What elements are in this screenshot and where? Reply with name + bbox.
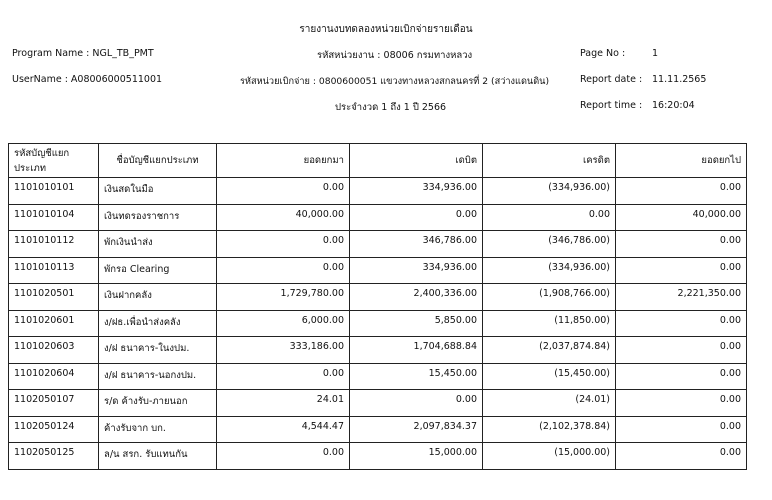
account-name-cell: เงินฝากคลัง xyxy=(99,284,217,311)
debit-cell: 2,097,834.37 xyxy=(350,416,483,443)
disbursing-unit-line: รหัสหน่วยเบิกจ่าย : 0800600051 แขวงทางหลวงสกลนครที่ 2 (สว่างแดนดิน) xyxy=(240,76,550,87)
report-date-label: Report date : xyxy=(580,74,643,85)
account-code-cell: 1102050107 xyxy=(9,390,99,417)
header-account-code: รหัสบัญชีแยกประเภท xyxy=(9,144,99,178)
credit-cell: (15,450.00) xyxy=(483,363,616,390)
closing-balance-cell: 0.00 xyxy=(616,310,747,337)
account-name-cell: พักเงินนำส่ง xyxy=(99,231,217,258)
credit-cell: (11,850.00) xyxy=(483,310,616,337)
report-time-label: Report time : xyxy=(580,100,643,111)
period-line: ประจำงวด 1 ถึง 1 ปี 2566 xyxy=(335,102,447,113)
account-name-cell: ค้างรับจาก บก. xyxy=(99,416,217,443)
table-row xyxy=(9,204,747,231)
header-account-name: ชื่อบัญชีแยกประเภท xyxy=(99,144,217,178)
opening-balance-cell: 0.00 xyxy=(217,231,350,258)
opening-balance-cell: 0.00 xyxy=(217,443,350,470)
table-row xyxy=(9,416,747,443)
opening-balance-cell: 0.00 xyxy=(217,363,350,390)
debit-cell: 0.00 xyxy=(350,204,483,231)
account-name-cell: เงินทดรองราชการ xyxy=(99,204,217,231)
closing-balance-cell: 0.00 xyxy=(616,390,747,417)
opening-balance-cell: 24.01 xyxy=(217,390,350,417)
table-row xyxy=(9,178,747,205)
debit-cell: 334,936.00 xyxy=(350,257,483,284)
credit-cell: 0.00 xyxy=(483,204,616,231)
opening-balance-cell: 0.00 xyxy=(217,178,350,205)
account-code-cell: 1101020601 xyxy=(9,310,99,337)
header-credit: เครดิต xyxy=(483,144,616,178)
table-row xyxy=(9,337,747,364)
debit-cell: 346,786.00 xyxy=(350,231,483,258)
credit-cell: (15,000.00) xyxy=(483,443,616,470)
closing-balance-cell: 2,221,350.00 xyxy=(616,284,747,311)
account-name-cell: เงินสดในมือ xyxy=(99,178,217,205)
credit-cell: (1,908,766.00) xyxy=(483,284,616,311)
credit-cell: (346,786.00) xyxy=(483,231,616,258)
opening-balance-cell: 1,729,780.00 xyxy=(217,284,350,311)
opening-balance-cell: 0.00 xyxy=(217,257,350,284)
account-code-cell: 1101010113 xyxy=(9,257,99,284)
header-closing-balance: ยอดยกไป xyxy=(616,144,747,178)
closing-balance-cell: 40,000.00 xyxy=(616,204,747,231)
account-name-cell: ง/ฝ ธนาคาร-นอกงปม. xyxy=(99,363,217,390)
trial-balance-table xyxy=(8,143,747,470)
table-row xyxy=(9,443,747,470)
credit-cell: (24.01) xyxy=(483,390,616,417)
account-name-cell: ง/ฝธ.เพื่อนำส่งคลัง xyxy=(99,310,217,337)
account-code-cell: 1101020604 xyxy=(9,363,99,390)
closing-balance-cell: 0.00 xyxy=(616,178,747,205)
debit-cell: 0.00 xyxy=(350,390,483,417)
username-label: UserName : A08006000511001 xyxy=(12,74,163,85)
report-title: รายงานงบทดลองหน่วยเบิกจ่ายรายเดือน xyxy=(299,24,473,35)
report-date-value: 11.11.2565 xyxy=(652,74,707,85)
page-no-label: Page No : xyxy=(580,48,626,59)
agency-line: รหัสหน่วยงาน : 08006 กรมทางหลวง xyxy=(317,50,473,61)
header-opening-balance: ยอดยกมา xyxy=(217,144,350,178)
account-code-cell: 1102050124 xyxy=(9,416,99,443)
table-row xyxy=(9,231,747,258)
debit-cell: 15,450.00 xyxy=(350,363,483,390)
account-code-cell: 1101010104 xyxy=(9,204,99,231)
debit-cell: 5,850.00 xyxy=(350,310,483,337)
opening-balance-cell: 4,544.47 xyxy=(217,416,350,443)
table-row xyxy=(9,310,747,337)
program-name-label: Program Name : NGL_TB_PMT xyxy=(12,48,154,59)
page-no-value: 1 xyxy=(652,48,659,59)
opening-balance-cell: 6,000.00 xyxy=(217,310,350,337)
account-code-cell: 1101020501 xyxy=(9,284,99,311)
account-code-cell: 1101020603 xyxy=(9,337,99,364)
account-name-cell: ร/ด ค้างรับ-ภายนอก xyxy=(99,390,217,417)
account-name-cell: พักรอ Clearing xyxy=(99,257,217,284)
closing-balance-cell: 0.00 xyxy=(616,231,747,258)
account-code-cell: 1101010112 xyxy=(9,231,99,258)
report-time-value: 16:20:04 xyxy=(652,100,695,111)
closing-balance-cell: 0.00 xyxy=(616,416,747,443)
table-header-row xyxy=(9,144,747,178)
table-row xyxy=(9,284,747,311)
credit-cell: (2,037,874.84) xyxy=(483,337,616,364)
debit-cell: 15,000.00 xyxy=(350,443,483,470)
account-name-cell: ล/น สรก. รับแทนกัน xyxy=(99,443,217,470)
debit-cell: 1,704,688.84 xyxy=(350,337,483,364)
table-row xyxy=(9,257,747,284)
header-debit: เดบิต xyxy=(350,144,483,178)
closing-balance-cell: 0.00 xyxy=(616,337,747,364)
table-row xyxy=(9,363,747,390)
credit-cell: (2,102,378.84) xyxy=(483,416,616,443)
opening-balance-cell: 40,000.00 xyxy=(217,204,350,231)
credit-cell: (334,936.00) xyxy=(483,178,616,205)
credit-cell: (334,936.00) xyxy=(483,257,616,284)
account-code-cell: 1101010101 xyxy=(9,178,99,205)
debit-cell: 334,936.00 xyxy=(350,178,483,205)
opening-balance-cell: 333,186.00 xyxy=(217,337,350,364)
table-row xyxy=(9,390,747,417)
closing-balance-cell: 0.00 xyxy=(616,257,747,284)
closing-balance-cell: 0.00 xyxy=(616,363,747,390)
debit-cell: 2,400,336.00 xyxy=(350,284,483,311)
account-name-cell: ง/ฝ ธนาคาร-ในงปม. xyxy=(99,337,217,364)
closing-balance-cell: 0.00 xyxy=(616,443,747,470)
account-code-cell: 1102050125 xyxy=(9,443,99,470)
